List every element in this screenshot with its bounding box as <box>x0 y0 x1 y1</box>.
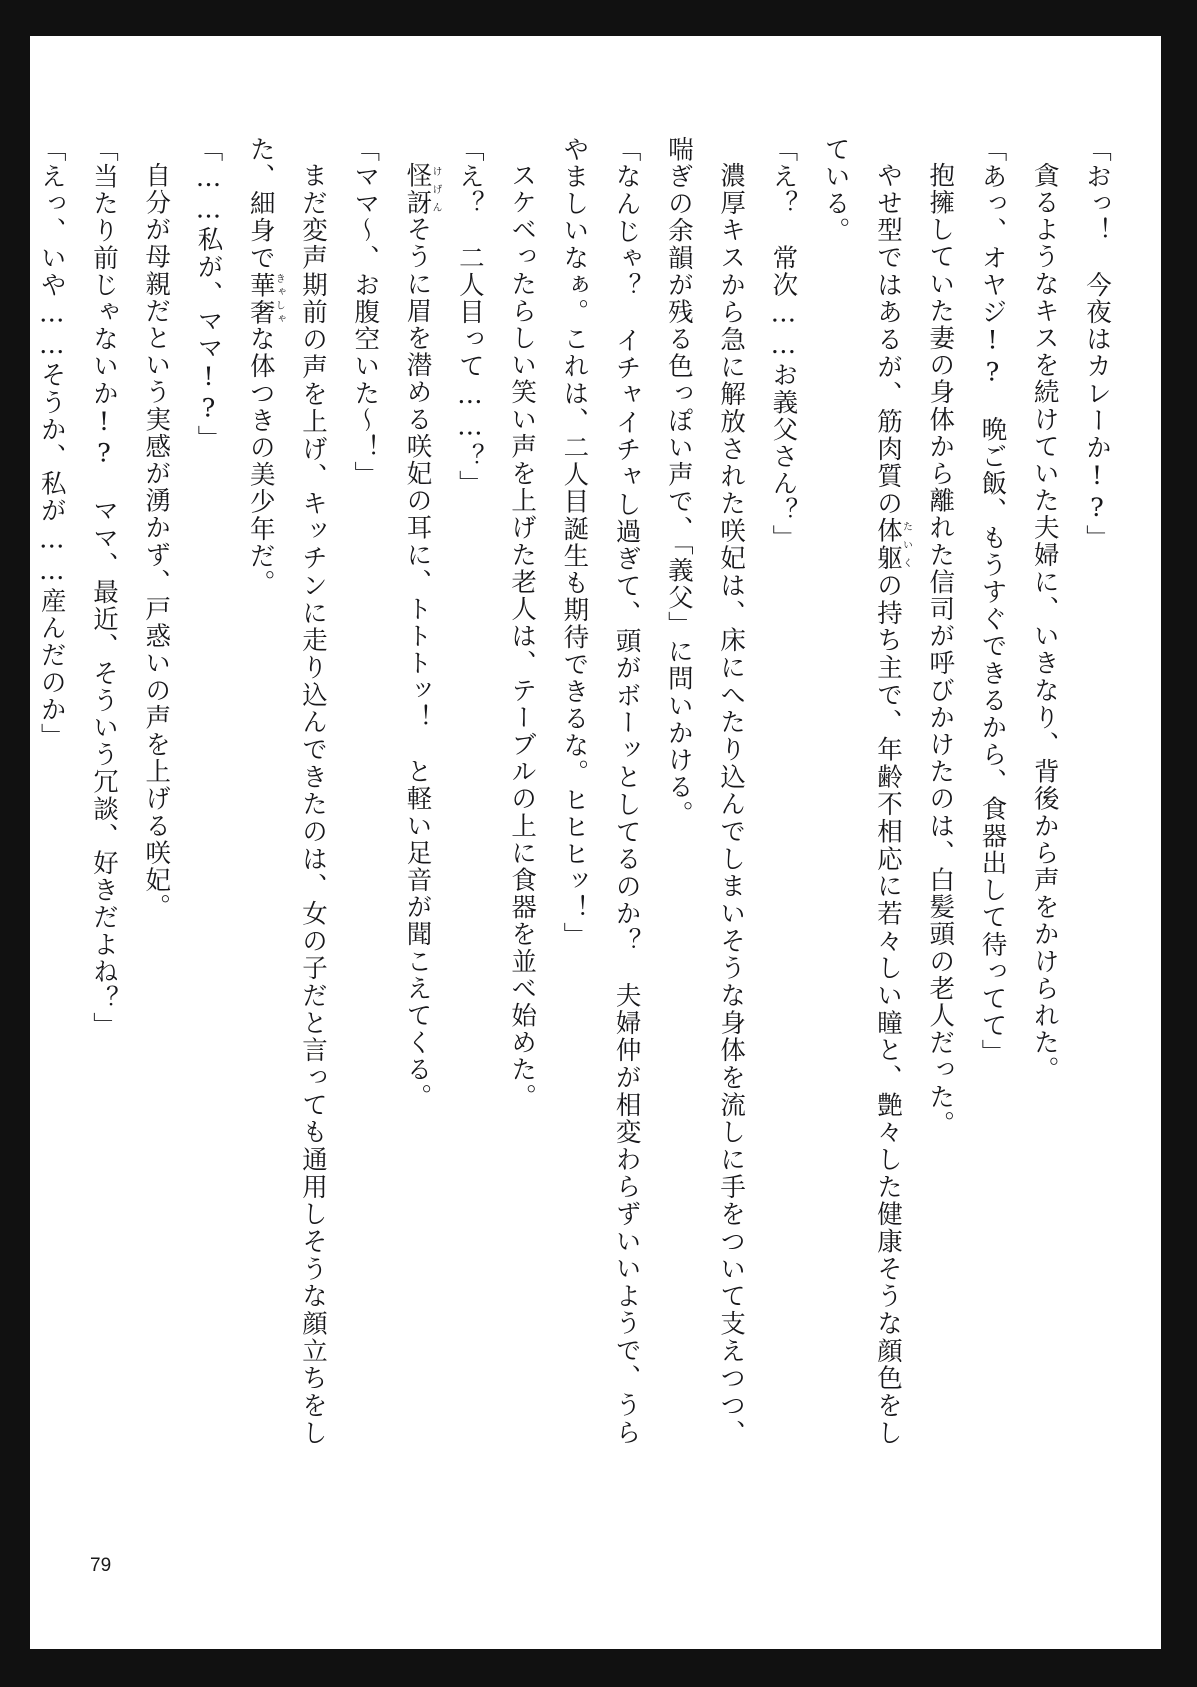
paragraph: 「え？ 常次……お義父さん？」 <box>768 136 799 552</box>
paragraph: 「なんじゃ？ イチャイチャし過ぎて、頭がボーッとしてるのか？ 夫婦仲が相変わらずいいようで、うらやましいなぁ。これは、二人目誕生も期待できるな。ヒヒヒッ！」 <box>559 136 642 1446</box>
vertical-text-body <box>36 136 1123 1446</box>
paragraph: 「えっ、いや……そうか、私が……産んだのか」 <box>36 136 67 751</box>
paragraph: 抱擁していた妻の身体から離れた信司が呼びかけたのは、白髪頭の老人だった。 <box>925 161 956 1138</box>
paragraph: 「当たり前じゃないか!? ママ、最近、そういう冗談、好きだよね？」 <box>88 136 119 1040</box>
paragraph: 「え？ 二人目って……？」 <box>454 136 485 498</box>
paragraph: 「おっ！ 今夜はカレーか!?」 <box>1082 136 1112 552</box>
page-frame-bottom <box>0 1649 1197 1687</box>
paragraph: 自分が母親だという実感が湧かず、戸惑いの声を上げる咲妃。 <box>141 161 172 921</box>
page-paper <box>30 36 1161 1649</box>
page-frame-right <box>1161 0 1197 1687</box>
page-frame-top <box>0 0 1197 36</box>
paragraph: 濃厚キスから急に解放された咲妃は、床にへたり込んでしまいそうな身体を流しに手をついて支えつつ、喘ぎの余韻が残る色っぽい声で、「義父」に問いかける。 <box>663 136 747 1446</box>
paragraph: 怪訝けげんそうに眉を潜める咲妃の耳に、トトトッ！ と軽い足音が聞こえてくる。 <box>402 161 442 1111</box>
paragraph: やせ型ではあるが、筋肉質の体躯たいくの持ち主で、年齢不相応に若々しい瞳と、艶々した健康そうな顔色をしている。 <box>820 136 912 1446</box>
paragraph: まだ変声期前の声を上げ、キッチンに走り込んできたのは、女の子だと言っても通用しそうな顔立ちをした、細身で華奢きゃしゃな体つきの美少年だ。 <box>245 136 329 1446</box>
paragraph: 貪るようなキスを続けていた夫婦に、いきなり、背後から声をかけられた。 <box>1029 161 1060 1083</box>
paragraph: 「……私が、ママ!?」 <box>193 136 224 453</box>
paragraph: 「ママ～、お腹空いた～！」 <box>350 136 381 489</box>
paragraph: スケベったらしい笑い声を上げた老人は、テーブルの上に食器を並べ始めた。 <box>507 161 538 1110</box>
paragraph: 「あっ、オヤジ!? 晩ご飯、もうすぐできるから、食器出して待ってて」 <box>977 136 1008 1067</box>
page-number: 79 <box>90 1555 112 1576</box>
